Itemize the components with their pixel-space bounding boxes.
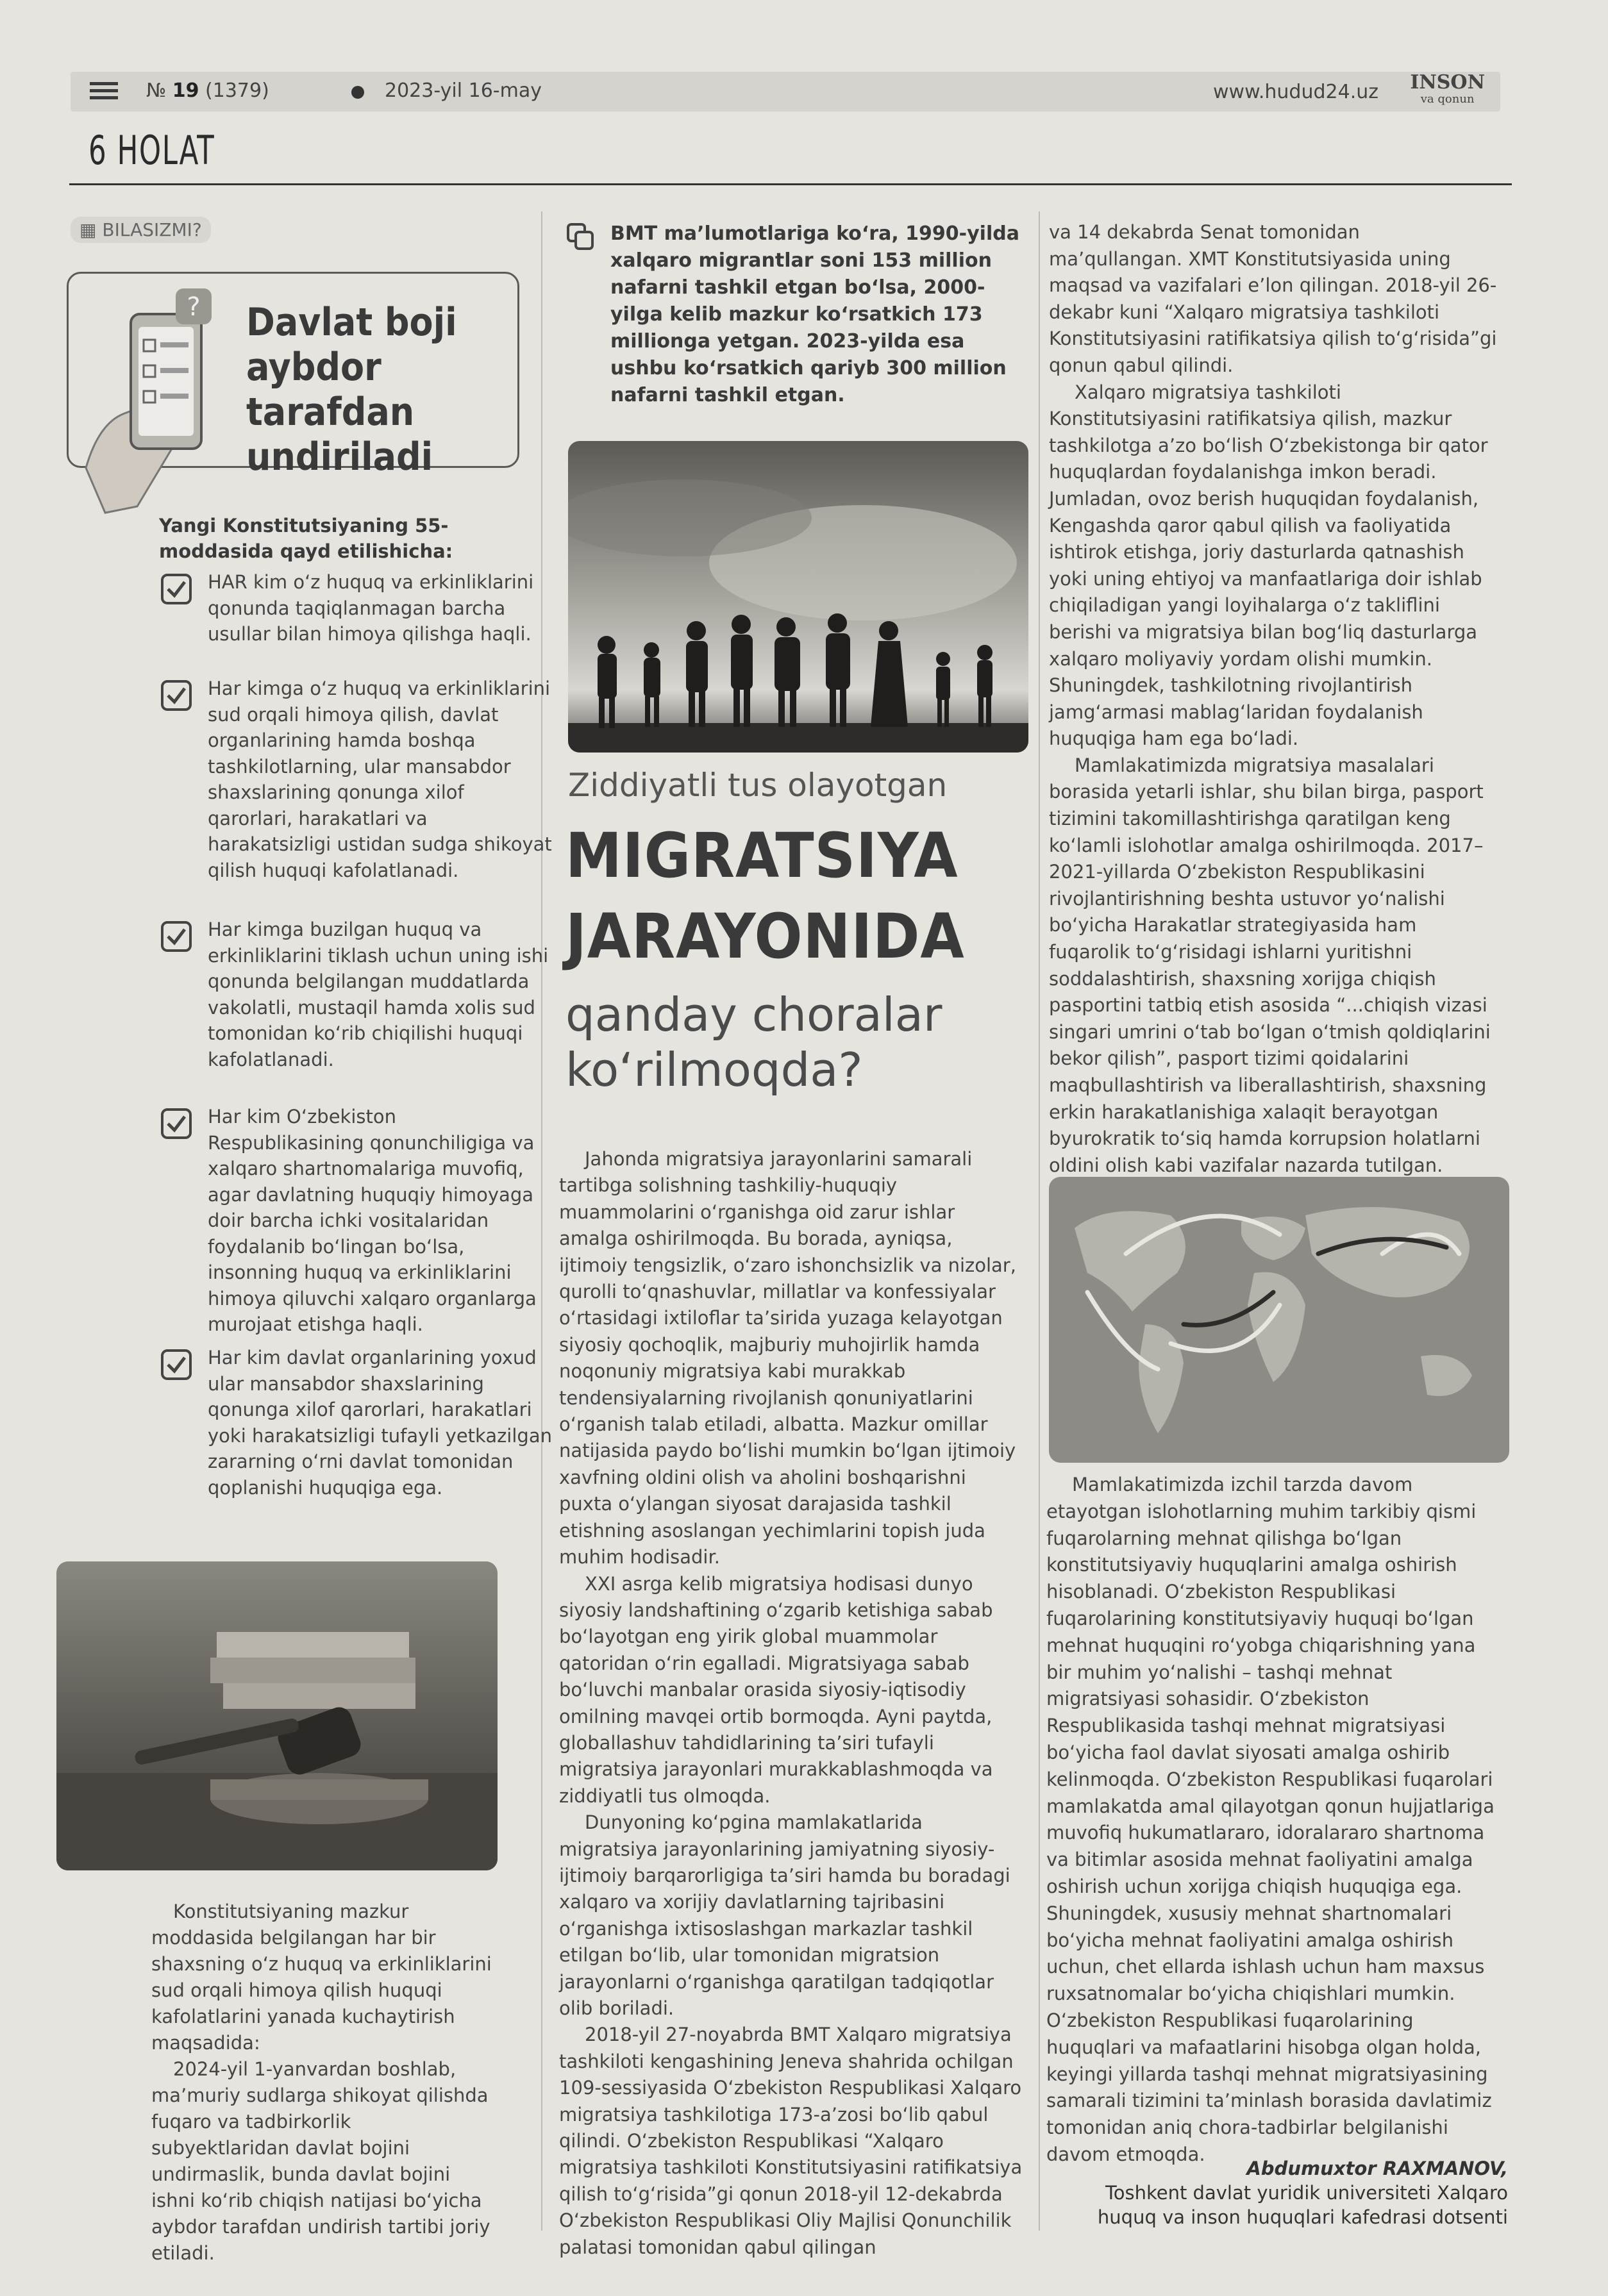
checkbox-icon bbox=[160, 1108, 192, 1140]
article-body-right-top bbox=[1049, 219, 1498, 1179]
sidebar-intro bbox=[159, 513, 505, 564]
issue-total: (1379) bbox=[205, 79, 269, 102]
issue-date: 2023-yil 16-may bbox=[385, 79, 542, 102]
issue-number-value: 19 bbox=[172, 79, 199, 102]
checkbox-icon bbox=[160, 573, 192, 605]
article-kicker: Ziddiyatli tus olayotgan bbox=[568, 767, 948, 804]
article-paragraph: 2018-yil 27-noyabrda BMT Xalqaro migratsiya tashkiloti kengashining Jeneva shahrida ochilgan 109-sessiyasida O‘zbekiston Respublikasi Xalqaro migratsiya tashkilotiga 173-a’zosi bo‘lib qabul qilindi. O‘zbekiston Respublikasi “Xalqaro migratsiya tashkiloti Konstitutsiyasini ratifikatsiya qilish to‘g‘risida”gi qonun 2018-yil 12-dekabrda O‘zbekiston Respublikasi Oliy Majlisi Qonunchilik palatasi tomonidan qabul qilingan bbox=[559, 2024, 1023, 2258]
sidebar-bottom-paragraph: Konstitutsiyaning mazkur moddasida belgilangan har bir shaxsning o‘z huquq va erkinliklarini sud orqali himoya qilish huquqi kafolatlarini yanada kuchaytirish maqsadida: bbox=[151, 1901, 492, 2054]
author-signature bbox=[1051, 2156, 1508, 2229]
header-divider bbox=[69, 183, 1512, 185]
article-paragraph: Mamlakatimizda izchil tarzda davom etayotgan islohotlarning muhim tarkibiy qismi fuqarolarning mehnat qilishga bo‘lgan konstitutsiyaviy huquqlarini amalga oshirish hisoblanadi. O‘zbekiston Respublikasi fuqarolarining konstitutsiyaviy huquqi bo‘lgan mehnat huquqini ro‘yobga chiqarishning yana bir muhim yo‘nalishi – tashqi mehnat migratsiyasi sohasidir. O‘zbekiston Respublikasida tashqi mehnat migratsiyasi bo‘yicha faol davlat siyosati amalga oshirib kelinmoqda. O‘zbekiston Respublikasi fuqarolari mamlakatda amal qilayotgan qonun hujjatlariga muvofiq hukumatlararo, idoralararo shartnoma va bitimlar asosida mehnat faoliyatini amalga oshirish uchun xorijga chiqish huquqiga ega. Shuningdek, xususiy mehnat shartnomalari bo‘yicha mehnat faoliyatini amalga oshirish uchun, chet ellarda ishlash uchun ham maxsus ruxsatnomalar bo‘yicha chiqishlari mumkin. O‘zbekiston Respublikasi fuqarolarining huquqlari va mafaatlarini hisobga olgan holda, keyingi yillarda tashqi mehnat migratsiyasining samarali tizimini ta’minlash borasida davlatimiz tomonidan aniq chora-tadbirlar belgilanishi davom etmoqda. bbox=[1046, 1474, 1495, 2165]
issue-number bbox=[146, 79, 269, 102]
separator-dot bbox=[351, 86, 364, 99]
list-item bbox=[160, 1345, 554, 1501]
copy-icon bbox=[565, 222, 596, 253]
svg-text:?: ? bbox=[187, 292, 201, 322]
list-item bbox=[160, 676, 554, 883]
page-number: 6 bbox=[88, 127, 108, 174]
right-text: Har kimga o‘z huquq va erkinliklarini sud orqali himoya qilish, davlat organlarining hamda boshqa tashkilotlarning, ular mansabdor shaxslarining qonunga xilof qarorlari, harakatlari va harakatsizligi ustidan sudga shikoyat qilish huquqi kafolatlanadi. bbox=[208, 678, 552, 881]
sidebar-bottom-text bbox=[151, 1899, 495, 2267]
list-item bbox=[160, 1104, 554, 1338]
right-text: Har kim davlat organlarining yoxud ular mansabdor shaxslarining qonunga xilof qarorlari, harakatlari yoki harakatsizligi tufayli yetkazilgan zararning o‘rni davlat tomonidan qoplanishi huquqiga ega. bbox=[208, 1347, 552, 1499]
article-body-middle bbox=[559, 1146, 1025, 2261]
issue-prefix: № bbox=[146, 79, 167, 102]
brand-top: INSON bbox=[1410, 71, 1485, 94]
headline-line-1: MIGRATSIYA bbox=[565, 820, 959, 892]
checkbox-icon bbox=[160, 1349, 192, 1381]
article-paragraph: va 14 dekabrda Senat tomonidan ma’qullangan. XMT Konstitutsiyasida uning maqsad va vazifalari e’lon qilingan. 2018-yil 26-dekabr kuni “Xalqaro migratsiya tashkiloti Konstitutsiyasini ratifikatsiya qilish to‘g‘risida”gi qonun qabul qilindi. bbox=[1049, 221, 1497, 376]
article-paragraph: Xalqaro migratsiya tashkiloti Konstitutsiyasini ratifikatsiya qilish, mazkur tashkilotga a’zo bo‘lish O‘zbekistonga bir qator huquqlardan foydalanishga imkon beradi. Jumladan, ovoz berish huquqidan foydalanish, Kengashda qaror qabul qilish va faoliyatida ishtirok etishga, joriy dasturlarda qatnashish yoki uning ehtiyoj va manfaatlariga doir ishlab chiqiladigan yangi loyihalarga o‘z takliflini berishi va migratsiya bilan bog‘liq dasturlarga xalqaro moliyaviy yordam olishi mumkin. Shuningdek, tashkilotning rivojlantirish jamg‘armasi mablag‘laridan foydalanish huquqiga ham ega bo‘ladi. bbox=[1049, 381, 1488, 750]
sidebar-intro-text: Yangi Konstitutsiyaning 55-moddasida qayd etilishicha: bbox=[159, 515, 453, 562]
menu-icon bbox=[90, 82, 118, 101]
right-text: Har kimga buzilgan huquq va erkinliklarini tiklash uchun uning ishi qonunda belgilangan muddatlarda vakolatli, mustaqil hamda xolis sud tomonidan ko‘rib chiqilishi huquqi kafolatlanadi. bbox=[208, 919, 549, 1070]
headline-line-2: JARAYONIDA bbox=[565, 901, 965, 972]
phone-checklist-illustration bbox=[80, 276, 227, 519]
brand-bottom: va qonun bbox=[1420, 92, 1475, 106]
right-text: Har kim O‘zbekiston Respublikasining qonunchiligiga va xalqaro shartnomalariga muvofiq, agar davlatning huquqiy himoyaga doir barcha ichki vositalaridan foydalanib bo‘lingan bo‘lsa, insonning huquq va erkinliklarini himoya qiluvchi xalqaro organlarga murojaat etishga haqli. bbox=[208, 1106, 537, 1335]
sidebar-bottom-paragraph: 2024-yil 1-yanvardan boshlab, ma’muriy sudlarga shikoyat qilishda fuqaro va tadbirkorlik subyektlaridan davlat bojini undirmaslik, bunda davlat bojini ishni ko‘rib chiqish natijasi bo‘yicha aybdor tarafdan undirish tartibi joriy etiladi. bbox=[151, 2058, 490, 2264]
author-name: Abdumuxtor RAXMANOV, bbox=[1246, 2158, 1508, 2179]
checkbox-icon bbox=[160, 679, 192, 711]
grid-icon: ▦ bbox=[80, 219, 103, 240]
column-divider-2 bbox=[1039, 212, 1040, 2231]
lead-statistic: BMT ma’lumotlariga ko‘ra, 1990-yilda xalqaro migrantlar soni 153 million nafarni tashkil etgan bo‘lsa, 2000-yilga kelib mazkur ko‘rsatkich 173 millionga yetgan. 2023-yilda esa ushbu ko‘rsatkich qariyb 300 million nafarni tashkil etgan. bbox=[610, 222, 1019, 406]
section-name: HOLAT bbox=[117, 127, 215, 174]
article-headline bbox=[565, 815, 1002, 977]
article-subhead: qanday choralar ko‘rilmoqda? bbox=[565, 988, 942, 1097]
did-you-know-badge bbox=[71, 217, 211, 243]
page-heading bbox=[88, 127, 215, 174]
article-paragraph: Dunyoning ko‘pgina mamlakatlarida migratsiya jarayonlarining jamiyatning siyosiy-ijtimoiy barqarorligiga ta’siri hamda bu boradagi xalqaro va xorijiy davlatlarning tajribasini o‘rganishga ixtisoslashgan markazlar tashkil etilgan bo‘lib, ular tomonidan migratsion jarayonlarni o‘rganishga qaratilgan tadqiqotlar olib boriladi. bbox=[559, 1811, 1010, 2019]
article-paragraph: Mamlakatimizda migratsiya masalalari borasida yetarli ishlar, shu bilan birga, pasport tizimini takomillashtirishga qaratilgan keng ko‘lamli islohotlar amalga oshirilmoqda. 2017–2021-yillarda O‘zbekiston Respublikasini rivojlantirishning beshta ustuvor yo‘nalishi bo‘yicha Harakatlar strategiyasida ham fuqarolik to‘g‘risidagi ishlarni yuritishni soddalashtirish, shaxsning xorijga chiqish pasportini tatbiq etish asosida “...chiqish vizasi singari umrini o‘tab bo‘lgan o‘tmish qoldiqlarini bekor qilish”, pasport tizimi qoidalarini maqbullashtirish va liberallashtirish, shaxsning erkin harakatlanishiga xalaqit berayotgan byurokratik to‘siq hamda korrupsion holatlarni oldini olish kabi vazifalar nazarda tutilgan. bbox=[1049, 754, 1491, 1176]
author-position: Toshkent davlat yuridik universiteti Xalqaro huquq va inson huquqlari kafedrasi dotsenti bbox=[1097, 2182, 1508, 2228]
article-body-right-bottom bbox=[1046, 1472, 1500, 2168]
article-paragraph: Jahonda migratsiya jarayonlarini samarali tartibga solishning tashkiliy-huquqiy muammolarini o‘rganishga oid zarur ishlar amalga oshirilmoqda. Bu borada, ayniqsa, ijtimoiy tengsizlik, o‘zaro ishonchsizlik va nizolar, qurolli to‘qnashuvlar, millatlar va konfessiyalar o‘rtasidagi ixtiloflar ta’sirida yuzaga kelayotgan siyosiy qochoqlik, majburiy muhojirlik hamda noqonuniy migratsiya kabi murakkab tendensiyalarning rivojlanish qonuniyatlarini o‘rganish talab etiladi, albatta. Mazkur omillar natijasida paydo bo‘lishi mumkin bo‘lgan ijtimoiy xavfning oldini olish va aholini boshqarishni puxta o‘ylangan siyosat darajasida tashkil etishning asoslangan yechimlarini topish juda muhim hodisadir. bbox=[559, 1148, 1016, 1568]
list-item bbox=[160, 569, 554, 647]
article-paragraph: XXI asrga kelib migratsiya hodisasi dunyo siyosiy landshaftining o‘zgarib ketishiga sabab bo‘layotgan eng yirik global muammolar qatoridan o‘rin egalladi. Migratsiyaga sabab bo‘luvchi manbalar orasida siyosiy-iqtisodiy omilning mavqei ortib bormoqda. Ayni paytda, globallashuv tahdidlarining ta’siri tufayli migratsiya jarayonlari murakkablashmoqda va ziddiyatli tus olmoqda. bbox=[559, 1572, 993, 1807]
badge-label: BILASIZMI? bbox=[102, 219, 202, 240]
gavel-photo bbox=[56, 1561, 498, 1870]
checkbox-icon bbox=[160, 920, 192, 953]
header-bar bbox=[71, 72, 1500, 112]
brand-logo bbox=[1410, 71, 1485, 108]
website-url: www.hudud24.uz bbox=[1213, 81, 1378, 103]
world-migration-map bbox=[1049, 1177, 1509, 1463]
callout-title: Davlat boji aybdor tarafdan undiriladi bbox=[246, 300, 457, 479]
list-item bbox=[160, 917, 554, 1072]
right-text: HAR kim o‘z huquq va erkinliklarini qonunda taqiqlanmagan barcha usullar bilan himoya qilishga haqli. bbox=[208, 571, 534, 645]
migrants-silhouette-photo bbox=[568, 441, 1028, 753]
